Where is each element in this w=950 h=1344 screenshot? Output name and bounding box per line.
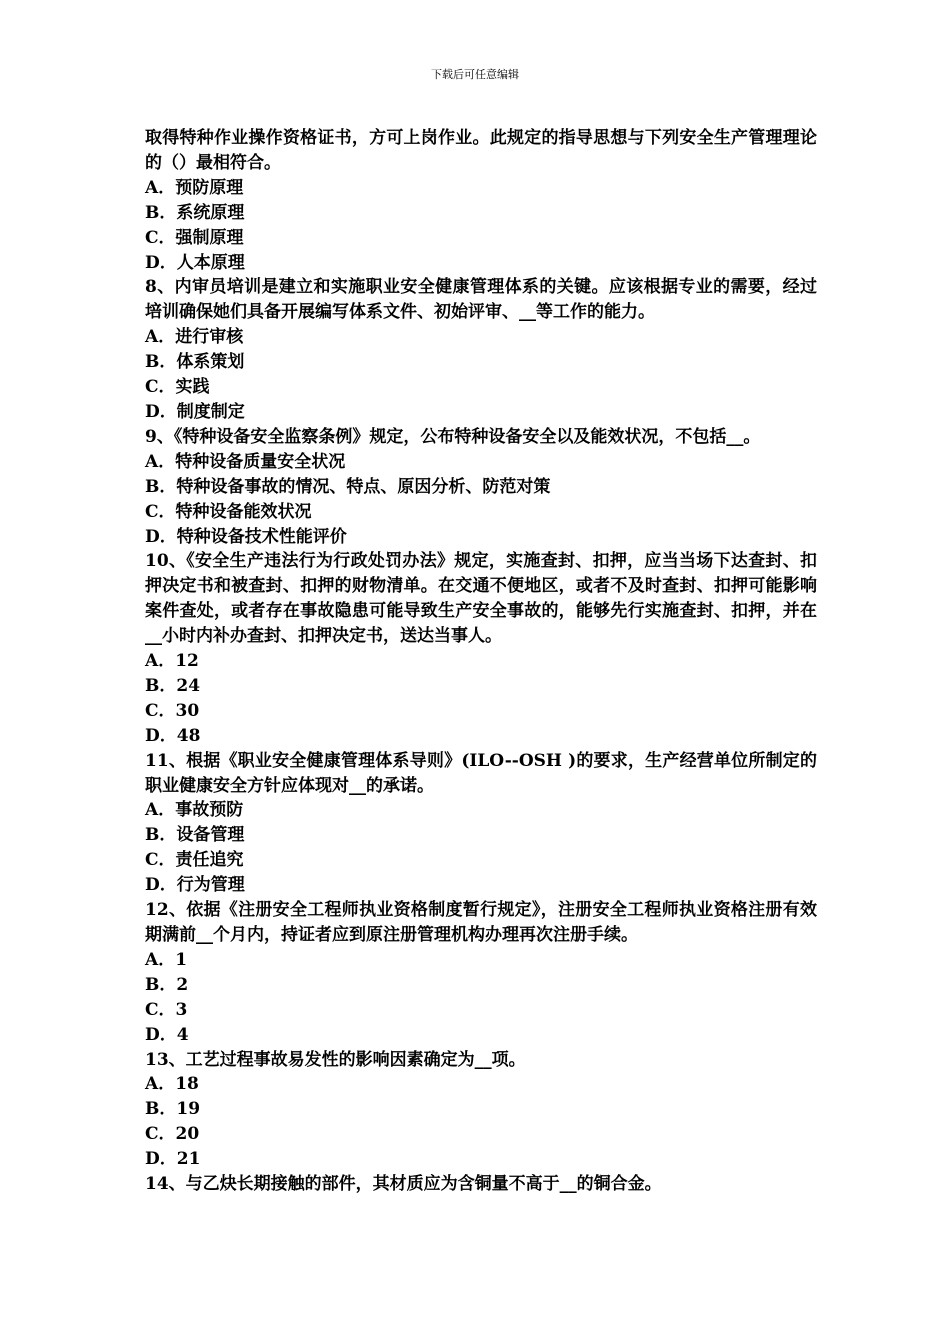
option: A．18: [145, 1074, 199, 1095]
option: B．系统原理: [145, 202, 245, 223]
question-text: 12、依据《注册安全工程师执业资格制度暂行规定》，注册安全工程师执业资格注册有效期满前__个月内，持证者应到原注册管理机构办理再次注册手续。: [145, 900, 817, 945]
option: B．24: [145, 675, 201, 696]
option: C．30: [145, 700, 200, 721]
option: B．19: [145, 1099, 201, 1120]
option: D．4: [145, 1024, 189, 1045]
option: B．体系策划: [145, 352, 245, 373]
option: D．21: [145, 1149, 201, 1170]
option: C．责任追究: [145, 850, 244, 871]
option: B．2: [145, 974, 189, 995]
question-text: 8、内审员培训是建立和实施职业安全健康管理体系的关键。应该根据专业的需要，经过培训确保她们具备开展编写体系文件、初始评审、__等工作的能力。: [145, 277, 817, 323]
option: C．强制原理: [145, 227, 244, 248]
option: A．进行审核: [145, 327, 244, 348]
option: D．特种设备技术性能评价: [145, 526, 347, 547]
option: C．实践: [145, 377, 210, 398]
option: D．48: [145, 725, 201, 746]
question-text: 14、与乙炔长期接触的部件，其材质应为含铜量不高于__的铜合金。: [145, 1174, 662, 1195]
option: D．人本原理: [145, 252, 245, 273]
question-list: [145, 126, 817, 1197]
option: A．事故预防: [145, 800, 244, 821]
option: A．预防原理: [145, 177, 244, 198]
option: C．20: [145, 1124, 200, 1145]
option: A．12: [145, 651, 199, 672]
question-text: 11、根据《职业安全健康管理体系导则》(ILO--OSH )的要求，生产经营单位所制定的职业健康安全方针应体现对__的承诺。: [145, 750, 817, 796]
option: C．3: [145, 999, 188, 1020]
question-text: 9、《特种设备安全监察条例》规定，公布特种设备安全以及能效状况，不包括__。: [145, 426, 761, 447]
option: A．1: [145, 949, 188, 970]
option: A．特种设备质量安全状况: [145, 451, 346, 472]
option: B．特种设备事故的情况、特点、原因分析、防范对策: [145, 476, 551, 497]
option: D．行为管理: [145, 875, 245, 896]
option: D．制度制定: [145, 401, 245, 422]
option: B．设备管理: [145, 825, 245, 846]
question-text: 10、《安全生产违法行为行政处罚办法》规定，实施查封、扣押，应当当场下达查封、扣押决定书和被查封、扣押的财物清单。在交通不便地区，或者不及时查封、扣押可能影响案件查处，或者存在事故隐患可能导致生产安全事故的，能够先行实施查封、扣押，并在__小时内补办查封、扣押决定书，送达当事人。: [145, 551, 817, 647]
option: C．特种设备能效状况: [145, 501, 312, 522]
question-text: 取得特种作业操作资格证书，方可上岗作业。此规定的指导思想与下列安全生产管理理论的（）最相符合。: [145, 128, 817, 173]
page-header: 下载后可任意编辑: [431, 68, 519, 81]
question-text: 13、工艺过程事故易发性的影响因素确定为__项。: [145, 1049, 526, 1070]
